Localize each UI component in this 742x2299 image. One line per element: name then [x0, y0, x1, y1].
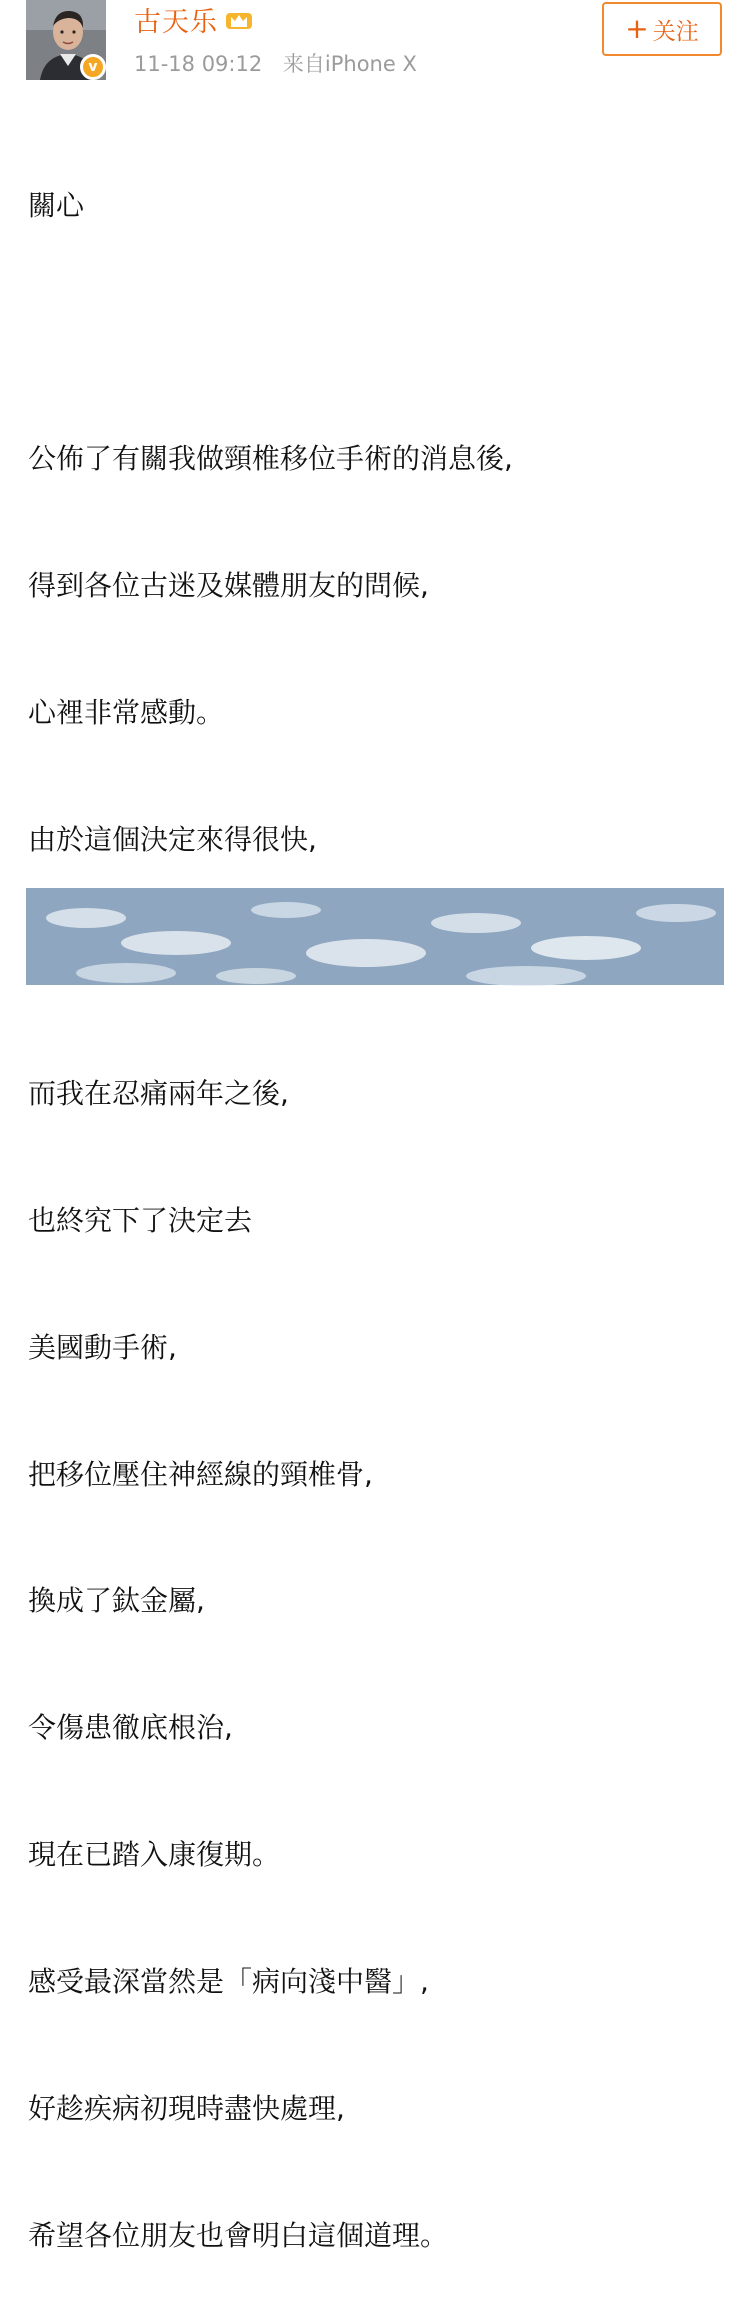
post-line: 而我在忍痛兩年之後,: [28, 1076, 289, 1110]
post-line: [28, 311, 728, 353]
crown-icon: [224, 7, 254, 31]
post-line: 關心: [28, 188, 85, 222]
post-header: [0, 0, 742, 90]
post-line: 現在已踏入康復期。: [28, 1838, 281, 1872]
post-line: 心裡非常感動。: [28, 696, 225, 730]
post-line: 好趁疾病初現時盡快處理,: [28, 2091, 345, 2125]
post-time: 11-18 09:12: [134, 52, 263, 76]
post-line: 希望各位朋友也會明白這個道理。: [28, 2218, 449, 2252]
username[interactable]: 古天乐: [134, 6, 218, 38]
post-line: 美國動手術,: [28, 1330, 177, 1364]
post-text: [28, 100, 728, 2299]
follow-button[interactable]: [602, 2, 722, 56]
post-source: 来自iPhone X: [282, 52, 417, 76]
follow-button-label: 关注: [652, 18, 699, 45]
post-line: 把移位壓住神經線的頸椎骨,: [28, 1457, 373, 1491]
plus-icon: +: [625, 12, 649, 45]
post-image[interactable]: [26, 888, 724, 985]
post-line: 得到各位古迷及媒體朋友的問候,: [28, 569, 429, 603]
sky-clouds-image: [26, 888, 724, 985]
post-line: 令傷患徹底根治,: [28, 1711, 233, 1745]
post-line: 感受最深當然是「病向淺中醫」,: [28, 1965, 429, 1999]
post-line: 由於這個決定來得很快,: [28, 823, 317, 857]
post-meta: [134, 48, 417, 78]
post-line: 公佈了有關我做頸椎移位手術的消息後,: [28, 442, 513, 476]
post-line: 換成了鈦金屬,: [28, 1584, 205, 1618]
username-row: [134, 2, 254, 36]
post-line: 也終究下了決定去: [28, 1203, 253, 1237]
verified-badge-icon: [80, 54, 106, 80]
verified-badge-glyph: v: [88, 59, 98, 75]
